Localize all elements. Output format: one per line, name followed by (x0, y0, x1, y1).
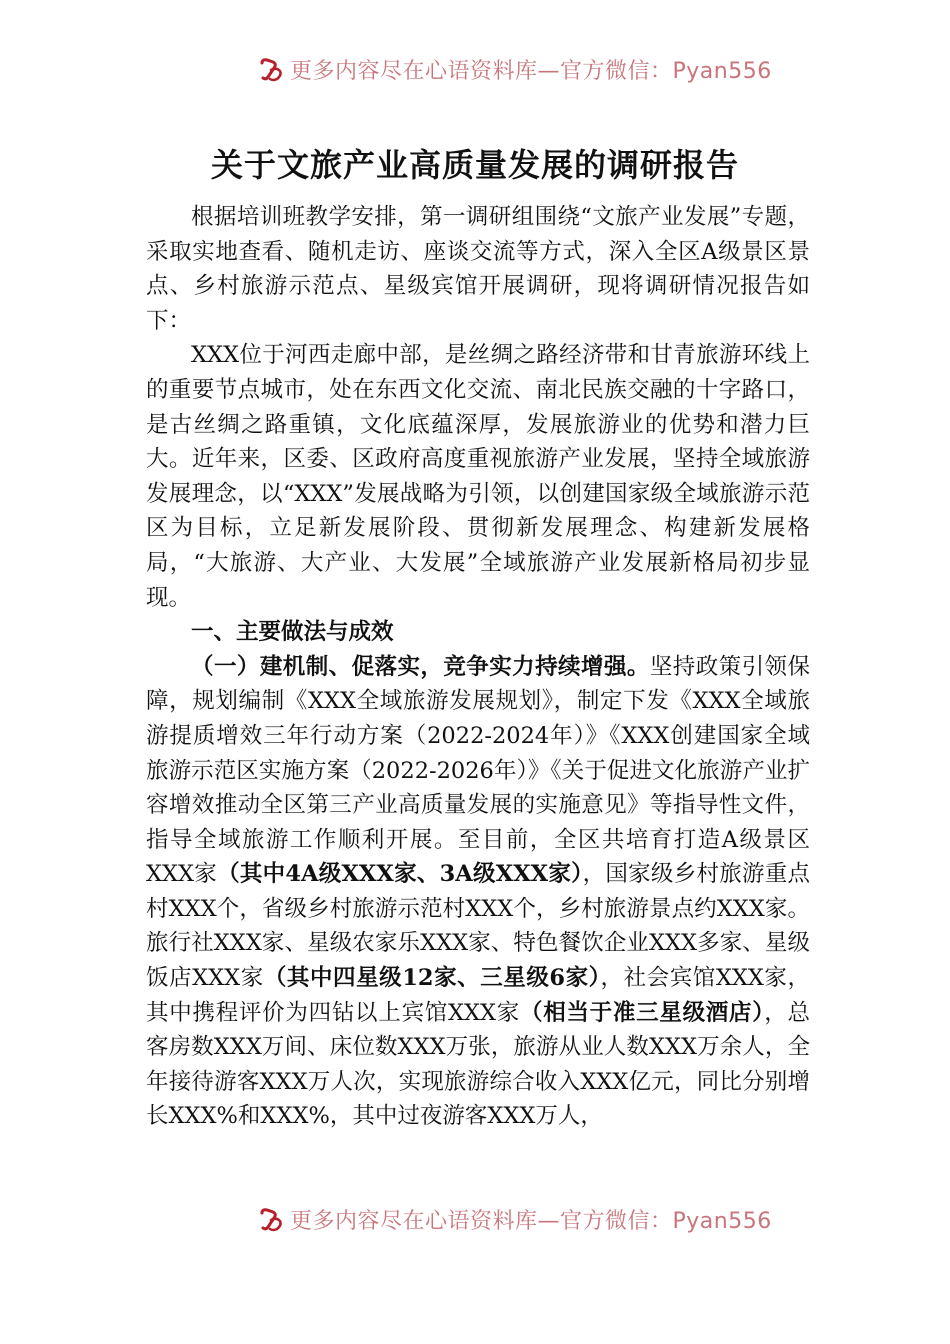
text-segment: ，国家级乡村旅游重点村XXX个，省级乡村旅游示范村XXX个，乡村旅游景点约XXX家。旅行社XXX家、星级农家乐XXX家、特色餐饮企业XXX多家、星级饭店XXX家 (146, 861, 810, 992)
bold-segment: （其中四星级12家、三星级6家） (263, 965, 601, 992)
watermark-header (0, 54, 950, 88)
paragraph-section1-1 (146, 650, 810, 1134)
bold-segment: （相当于准三星级酒店） (519, 999, 765, 1026)
watermark-footer (0, 1204, 950, 1238)
document-body (146, 200, 810, 1134)
paragraph-overview: XXX位于河西走廊中部，是丝绸之路经济带和甘青旅游环线上的重要节点城市，处在东西文化交流、南北民族交融的十字路口，是古丝绸之路重镇，文化底蕴深厚，发展旅游业的优势和潜力巨大。近年来，区委、区政府高度重视旅游产业发展，坚持全域旅游发展理念，以“XXX”发展战略为引领，以创建国家级全域旅游示范区为目标，立足新发展阶段、贯彻新发展理念、构建新发展格局，“大旅游、大产业、大发展”全域旅游产业发展新格局初步显现。 (146, 342, 810, 611)
watermark-logo-icon (258, 1207, 284, 1233)
watermark-text: 更多内容尽在心语资料库—官方微信：Pyan556 (290, 1209, 772, 1234)
watermark-logo-icon (258, 57, 284, 83)
text-segment: ，社会宾馆XXX家，其中携程评价为四钻以上宾馆XXX家 (146, 965, 811, 1026)
watermark-text: 更多内容尽在心语资料库—官方微信：Pyan556 (290, 59, 772, 84)
text-segment: ，总客房数XXX万间、床位数XXX万张，旅游从业人数XXX万余人，全年接待游客XXX万人次，实现旅游综合收入XXX亿元，同比分别增长XXX%和XXX%，其中过夜游客XXX万人， (146, 999, 810, 1130)
section-heading: 一、主要做法与成效 (191, 619, 394, 646)
paragraph-intro: 根据培训班教学安排，第一调研组围绕“文旅产业发展”专题，采取实地查看、随机走访、座谈交流等方式，深入全区A级景区景点、乡村旅游示范点、星级宾馆开展调研，现将调研情况报告如下： (146, 204, 810, 334)
subsection-lead: （一）建机制、促落实，竞争实力持续增强。 (191, 653, 650, 680)
text-segment: 坚持政策引领保障，规划编制《XXX全域旅游发展规划》，制定下发《XXX全域旅游提质增效三年行动方案（2022-2024年）》《XXX创建国家全域旅游示范区实施方案（2022-2026年）》《关于促进文化旅游产业扩容增效推动全区第三产业高质量发展的实施意见》等指导性文件，指导全域旅游工作顺利开展。至目前，全区共培育打造A级景区XXX家 (146, 653, 810, 888)
bold-segment: （其中4A级XXX家、3A级XXX家） (217, 861, 583, 888)
page-title: 关于文旅产业高质量发展的调研报告 (210, 146, 739, 184)
